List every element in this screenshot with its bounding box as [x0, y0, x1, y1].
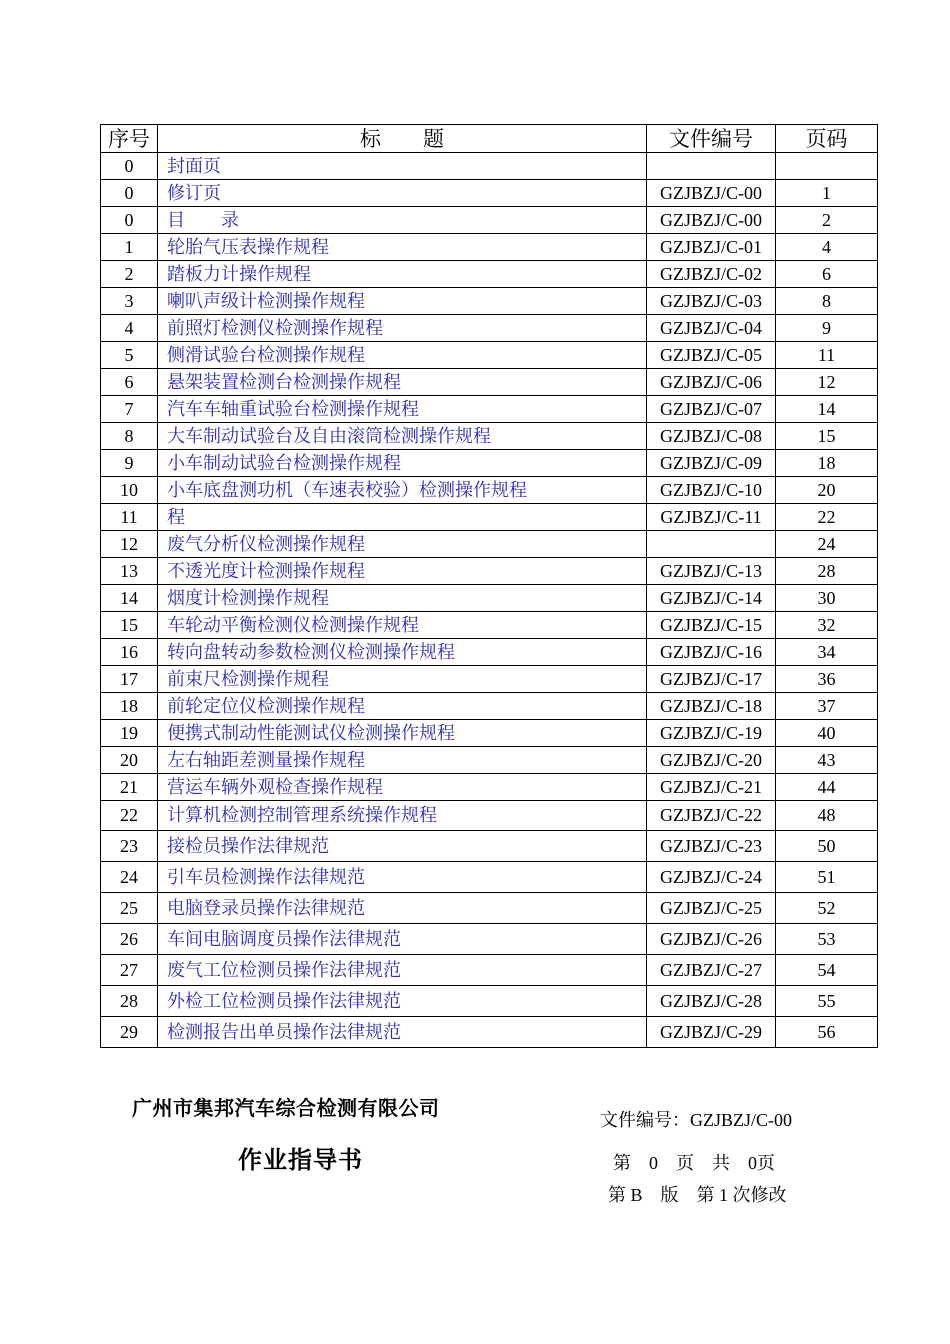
- toc-body: [101, 153, 878, 1048]
- cell-title: 电脑登录员操作法律规范: [158, 893, 647, 924]
- table-row: [101, 986, 878, 1017]
- cell-title: 喇叭声级计检测操作规程: [158, 288, 647, 315]
- cell-code: GZJBZJ/C-25: [647, 893, 776, 924]
- cell-num: 4: [101, 315, 158, 342]
- cell-code: GZJBZJ/C-26: [647, 924, 776, 955]
- table-row: [101, 180, 878, 207]
- cell-page: 48: [776, 801, 878, 831]
- cell-code: GZJBZJ/C-01: [647, 234, 776, 261]
- cell-num: 11: [101, 504, 158, 531]
- cell-page: 11: [776, 342, 878, 369]
- cell-num: 10: [101, 477, 158, 504]
- toc-table: [100, 124, 878, 1048]
- header-code: 文件编号: [647, 125, 776, 153]
- cell-title: 悬架装置检测台检测操作规程: [158, 369, 647, 396]
- cell-title: 前轮定位仪检测操作规程: [158, 693, 647, 720]
- cell-num: 27: [101, 955, 158, 986]
- cell-page: 6: [776, 261, 878, 288]
- cell-num: 7: [101, 396, 158, 423]
- cell-code: GZJBZJ/C-24: [647, 862, 776, 893]
- table-row: [101, 666, 878, 693]
- cell-code: GZJBZJ/C-13: [647, 558, 776, 585]
- table-row: [101, 893, 878, 924]
- cell-code: GZJBZJ/C-07: [647, 396, 776, 423]
- cell-num: 20: [101, 747, 158, 774]
- cell-page: 44: [776, 774, 878, 801]
- cell-code: GZJBZJ/C-16: [647, 639, 776, 666]
- cell-num: 2: [101, 261, 158, 288]
- cell-page: 1: [776, 180, 878, 207]
- cell-page: 14: [776, 396, 878, 423]
- cell-page: 55: [776, 986, 878, 1017]
- cell-title: 修订页: [158, 180, 647, 207]
- cell-page: 9: [776, 315, 878, 342]
- cell-title: 计算机检测控制管理系统操作规程: [158, 801, 647, 831]
- cell-title: 废气分析仪检测操作规程: [158, 531, 647, 558]
- cell-title: 踏板力计操作规程: [158, 261, 647, 288]
- cell-title: 不透光度计检测操作规程: [158, 558, 647, 585]
- cell-title: 封面页: [158, 153, 647, 180]
- cell-code: GZJBZJ/C-11: [647, 504, 776, 531]
- cell-page: 52: [776, 893, 878, 924]
- cell-page: 12: [776, 369, 878, 396]
- cell-title: 检测报告出单员操作法律规范: [158, 1017, 647, 1048]
- cell-code: GZJBZJ/C-17: [647, 666, 776, 693]
- cell-title: 车轮动平衡检测仪检测操作规程: [158, 612, 647, 639]
- cell-num: 5: [101, 342, 158, 369]
- cell-page: 56: [776, 1017, 878, 1048]
- cell-title: 便携式制动性能测试仪检测操作规程: [158, 720, 647, 747]
- table-row: [101, 315, 878, 342]
- header-title: 标 题: [158, 125, 647, 153]
- cell-code: GZJBZJ/C-15: [647, 612, 776, 639]
- cell-num: 0: [101, 153, 158, 180]
- cell-code: GZJBZJ/C-14: [647, 585, 776, 612]
- table-row: [101, 450, 878, 477]
- table-row: [101, 862, 878, 893]
- table-row: [101, 1017, 878, 1048]
- cell-page: 4: [776, 234, 878, 261]
- cell-num: 13: [101, 558, 158, 585]
- table-row: [101, 955, 878, 986]
- table-row: [101, 477, 878, 504]
- cell-page: 50: [776, 831, 878, 862]
- cell-title: 外检工位检测员操作法律规范: [158, 986, 647, 1017]
- table-row: [101, 693, 878, 720]
- cell-code: GZJBZJ/C-27: [647, 955, 776, 986]
- cell-title: 车间电脑调度员操作法律规范: [158, 924, 647, 955]
- cell-code: GZJBZJ/C-28: [647, 986, 776, 1017]
- cell-page: [776, 153, 878, 180]
- cell-page: 2: [776, 207, 878, 234]
- cell-code: GZJBZJ/C-29: [647, 1017, 776, 1048]
- cell-code: GZJBZJ/C-02: [647, 261, 776, 288]
- cell-num: 14: [101, 585, 158, 612]
- cell-code: GZJBZJ/C-00: [647, 180, 776, 207]
- cell-num: 29: [101, 1017, 158, 1048]
- cell-code: GZJBZJ/C-23: [647, 831, 776, 862]
- cell-code: GZJBZJ/C-19: [647, 720, 776, 747]
- table-row: [101, 342, 878, 369]
- cell-title: 大车制动试验台及自由滚筒检测操作规程: [158, 423, 647, 450]
- cell-num: 3: [101, 288, 158, 315]
- cell-page: 51: [776, 862, 878, 893]
- cell-page: 53: [776, 924, 878, 955]
- cell-page: 8: [776, 288, 878, 315]
- table-row: [101, 612, 878, 639]
- table-row: [101, 747, 878, 774]
- table-row: [101, 423, 878, 450]
- cell-page: 20: [776, 477, 878, 504]
- cell-page: 30: [776, 585, 878, 612]
- cell-title: 目 录: [158, 207, 647, 234]
- header-num: 序号: [101, 125, 158, 153]
- cell-title: 接检员操作法律规范: [158, 831, 647, 862]
- cell-code: GZJBZJ/C-10: [647, 477, 776, 504]
- table-row: [101, 831, 878, 862]
- cell-page: 54: [776, 955, 878, 986]
- cell-code: [647, 531, 776, 558]
- cell-title: 汽车车轴重试验台检测操作规程: [158, 396, 647, 423]
- cell-num: 15: [101, 612, 158, 639]
- version-info: 第 B 版 第 1 次修改: [608, 1185, 787, 1205]
- cell-num: 9: [101, 450, 158, 477]
- cell-title: 营运车辆外观检查操作规程: [158, 774, 647, 801]
- company-name: 广州市集邦汽车综合检测有限公司: [132, 1096, 440, 1120]
- file-code: 文件编号：GZJBZJ/C-00: [600, 1110, 793, 1130]
- cell-page: 40: [776, 720, 878, 747]
- cell-title: 侧滑试验台检测操作规程: [158, 342, 647, 369]
- table-row: [101, 153, 878, 180]
- table-row: [101, 585, 878, 612]
- cell-title: 转向盘转动参数检测仪检测操作规程: [158, 639, 647, 666]
- cell-title: 小车制动试验台检测操作规程: [158, 450, 647, 477]
- table-row: [101, 639, 878, 666]
- cell-page: 28: [776, 558, 878, 585]
- cell-page: 32: [776, 612, 878, 639]
- table-row: [101, 558, 878, 585]
- header-page: 页码: [776, 125, 878, 153]
- cell-page: 24: [776, 531, 878, 558]
- table-row: [101, 531, 878, 558]
- cell-num: 17: [101, 666, 158, 693]
- table-row: [101, 396, 878, 423]
- table-header-row: [101, 125, 878, 153]
- cell-title: 程: [158, 504, 647, 531]
- cell-title: 前束尺检测操作规程: [158, 666, 647, 693]
- cell-num: 1: [101, 234, 158, 261]
- cell-num: 23: [101, 831, 158, 862]
- cell-num: 16: [101, 639, 158, 666]
- cell-title: 小车底盘测功机（车速表校验）检测操作规程: [158, 477, 647, 504]
- cell-num: 8: [101, 423, 158, 450]
- table-row: [101, 261, 878, 288]
- cell-code: GZJBZJ/C-04: [647, 315, 776, 342]
- cell-title: 前照灯检测仪检测操作规程: [158, 315, 647, 342]
- cell-num: 26: [101, 924, 158, 955]
- cell-page: 15: [776, 423, 878, 450]
- cell-num: 18: [101, 693, 158, 720]
- cell-page: 22: [776, 504, 878, 531]
- cell-num: 25: [101, 893, 158, 924]
- cell-title: 引车员检测操作法律规范: [158, 862, 647, 893]
- cell-num: 28: [101, 986, 158, 1017]
- cell-title: 废气工位检测员操作法律规范: [158, 955, 647, 986]
- table-row: [101, 801, 878, 831]
- table-row: [101, 207, 878, 234]
- cell-page: 43: [776, 747, 878, 774]
- cell-page: 18: [776, 450, 878, 477]
- cell-num: 24: [101, 862, 158, 893]
- cell-code: GZJBZJ/C-06: [647, 369, 776, 396]
- cell-code: [647, 153, 776, 180]
- table-row: [101, 720, 878, 747]
- cell-code: GZJBZJ/C-21: [647, 774, 776, 801]
- cell-code: GZJBZJ/C-08: [647, 423, 776, 450]
- cell-page: 34: [776, 639, 878, 666]
- cell-code: GZJBZJ/C-09: [647, 450, 776, 477]
- cell-page: 36: [776, 666, 878, 693]
- cell-num: 22: [101, 801, 158, 831]
- cell-code: GZJBZJ/C-22: [647, 801, 776, 831]
- table-row: [101, 774, 878, 801]
- cell-code: GZJBZJ/C-00: [647, 207, 776, 234]
- table-row: [101, 234, 878, 261]
- cell-title: 烟度计检测操作规程: [158, 585, 647, 612]
- table-row: [101, 504, 878, 531]
- cell-page: 37: [776, 693, 878, 720]
- cell-title: 轮胎气压表操作规程: [158, 234, 647, 261]
- cell-num: 0: [101, 180, 158, 207]
- cell-num: 0: [101, 207, 158, 234]
- cell-code: GZJBZJ/C-05: [647, 342, 776, 369]
- document-title: 作业指导书: [238, 1146, 363, 1174]
- table-row: [101, 369, 878, 396]
- cell-code: GZJBZJ/C-18: [647, 693, 776, 720]
- table-row: [101, 924, 878, 955]
- cell-code: GZJBZJ/C-20: [647, 747, 776, 774]
- cell-code: GZJBZJ/C-03: [647, 288, 776, 315]
- cell-num: 21: [101, 774, 158, 801]
- cell-title: 左右轴距差测量操作规程: [158, 747, 647, 774]
- cell-num: 12: [101, 531, 158, 558]
- cell-num: 6: [101, 369, 158, 396]
- page-info: 第 0 页 共 0页: [613, 1153, 775, 1173]
- cell-num: 19: [101, 720, 158, 747]
- table-row: [101, 288, 878, 315]
